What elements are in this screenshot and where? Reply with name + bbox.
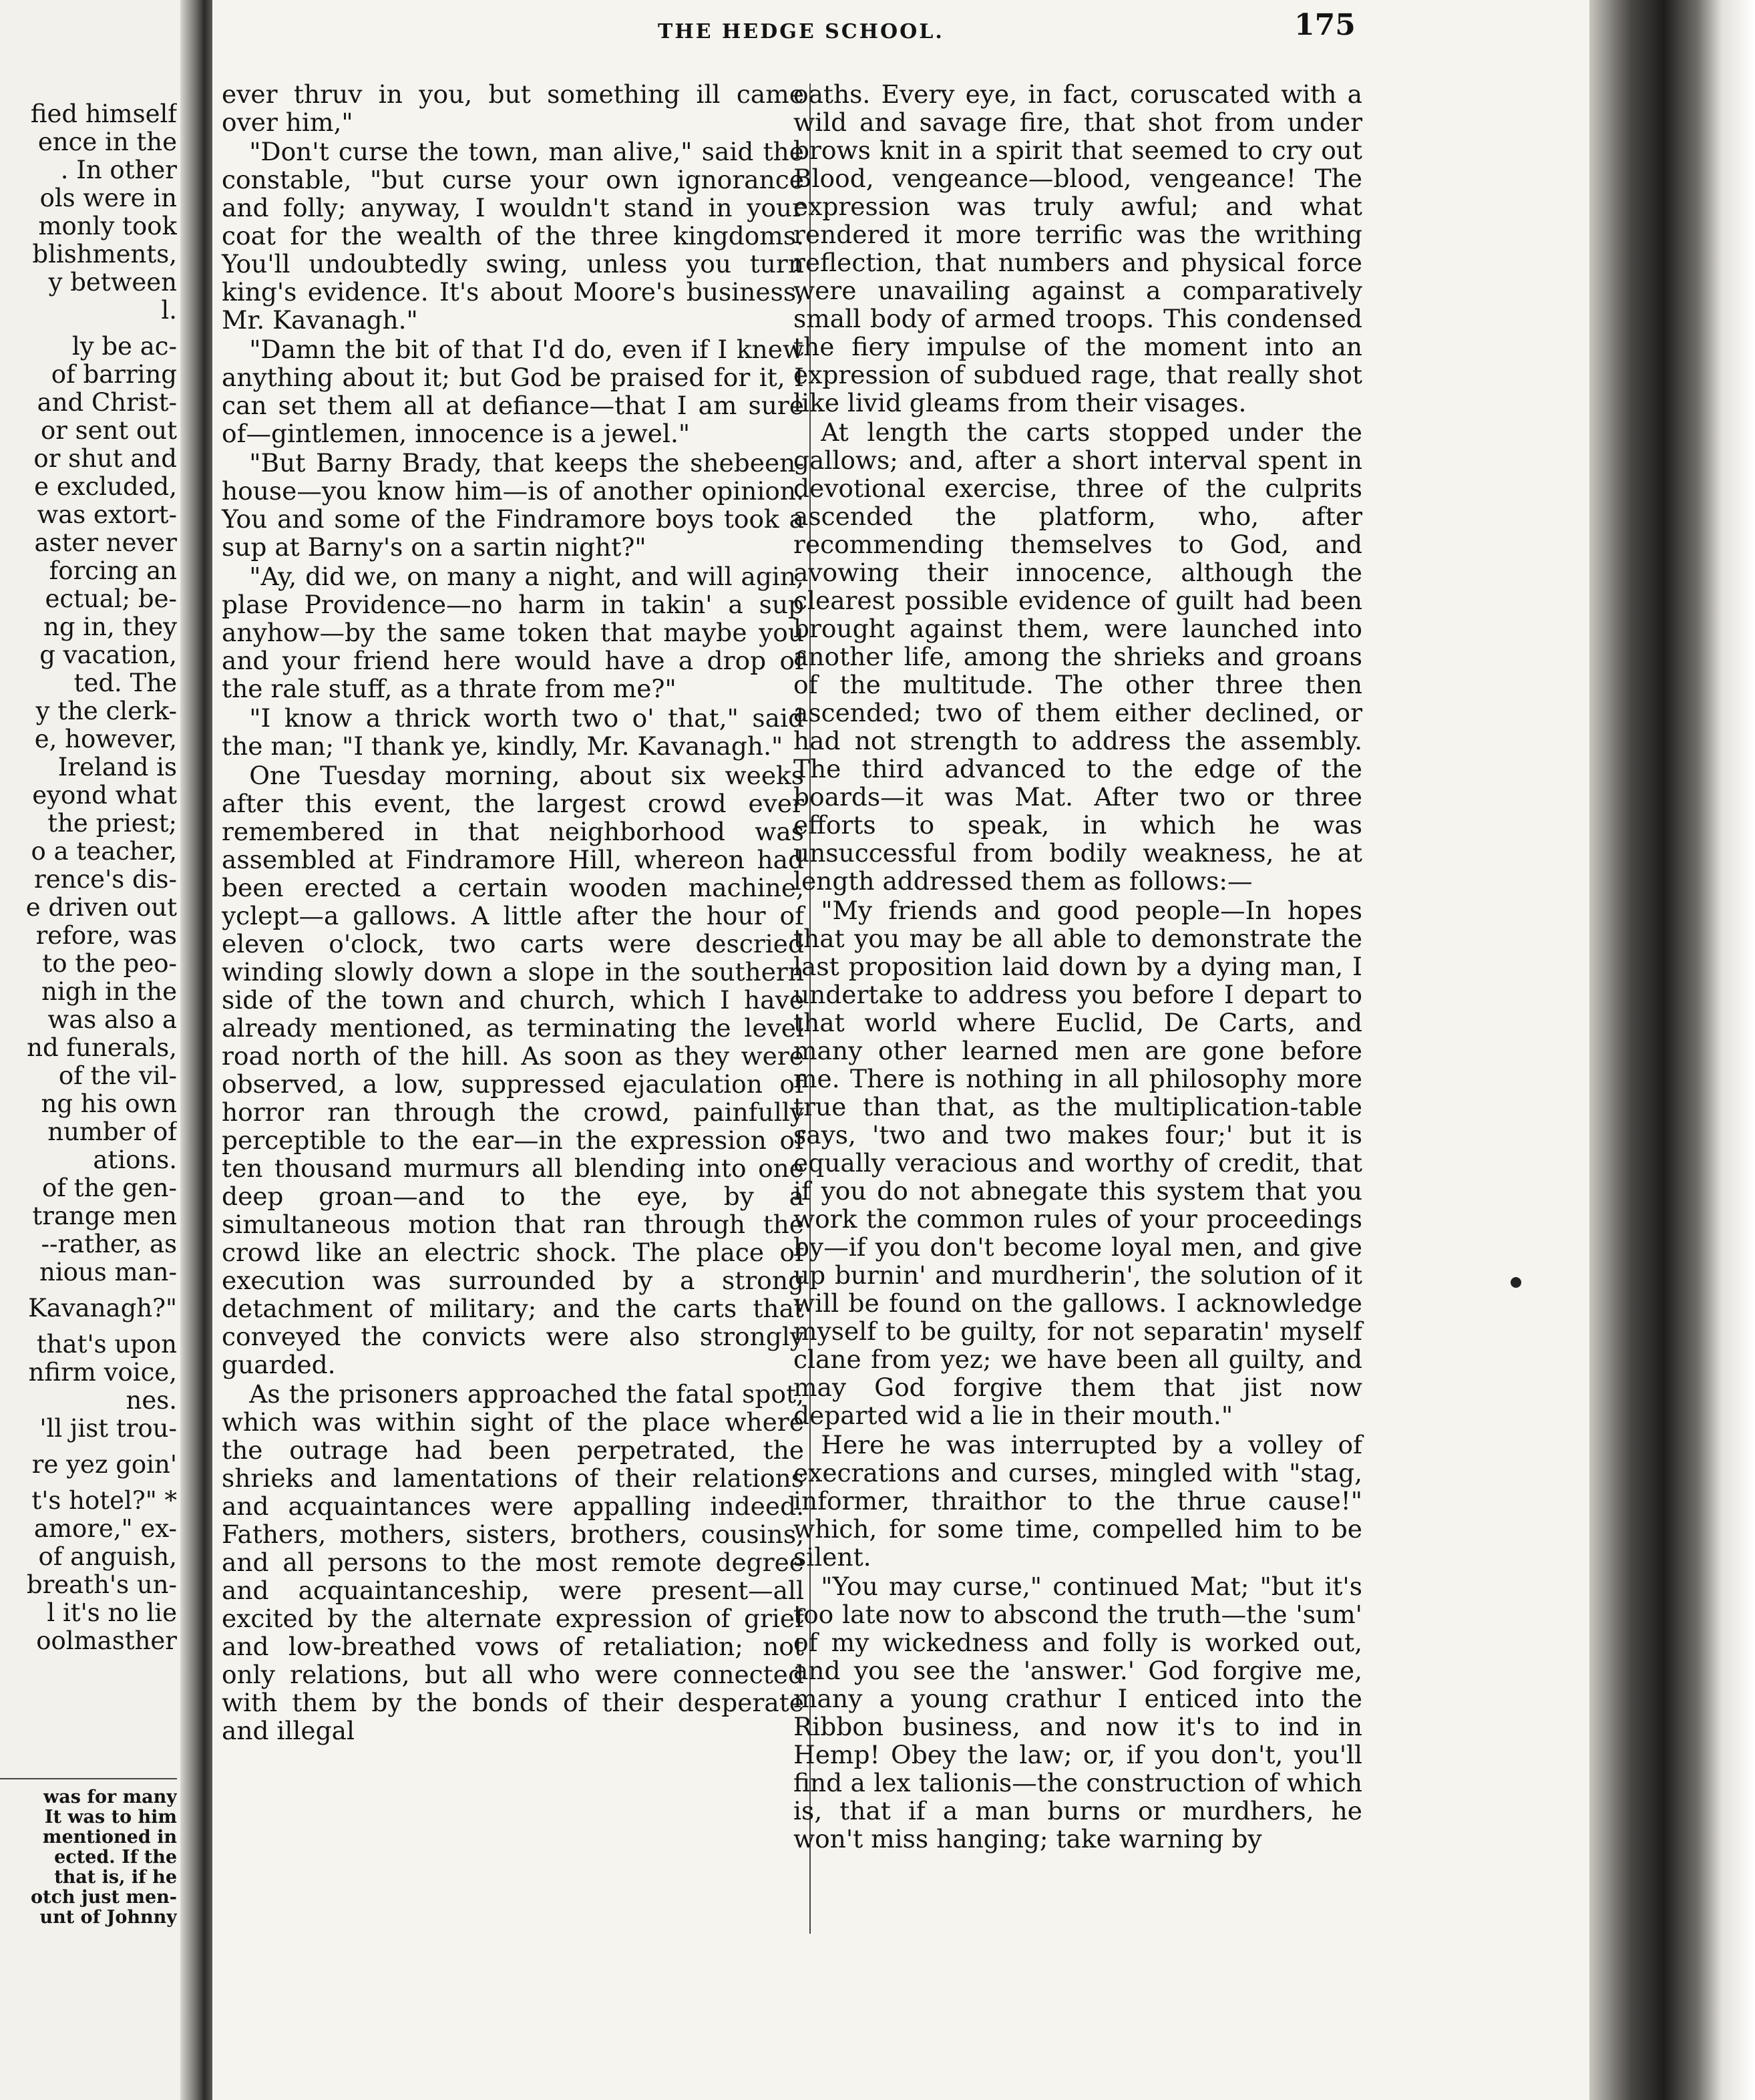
footnote-fragment-line: unt of Johnny bbox=[39, 1908, 177, 1928]
text-fragment-line: ly be ac- bbox=[71, 333, 177, 361]
text-fragment-line bbox=[0, 1443, 177, 1451]
page-number: 175 bbox=[1294, 8, 1356, 42]
text-fragment-line: nigh in the bbox=[41, 978, 177, 1006]
text-fragment-line: nfirm voice, bbox=[28, 1359, 177, 1387]
text-fragment-line: of the vil- bbox=[58, 1062, 177, 1090]
paragraph: oaths. Every eye, in fact, coruscated with a wild and savage fire, that shot from under brows knit in a spirit that seemed to cry out Blood, vengeance—blood, vengeance! The expression was truly awful; and what rendered it more terrific was the writhing reflection, that numbers and physical force were unavailing against a comparatively small body of armed troops. This condensed the fiery impulse of the moment into an expression of subdued rage, that really shot like livid gleams from their visages. bbox=[793, 79, 1362, 417]
text-fragment-line: 'll jist trou- bbox=[39, 1415, 177, 1443]
facing-page bbox=[0, 0, 194, 2100]
ink-spot bbox=[1511, 1277, 1521, 1288]
text-fragment-line: to the peo- bbox=[42, 950, 177, 978]
paragraph: "Damn the bit of that I'd do, even if I knew anything about it; but God be praised for it, I can set them all at defiance—that I am sure of—gintlemen, innocence is a jewel." bbox=[222, 335, 804, 448]
text-fragment-line: of barring bbox=[51, 361, 177, 389]
text-fragment-line: --rather, as bbox=[41, 1230, 177, 1258]
text-fragment-line bbox=[0, 1323, 177, 1331]
text-fragment-line: ations. bbox=[93, 1146, 177, 1174]
paragraph: "Ay, did we, on many a night, and will agin, plase Providence—no harm in takin' a sup anyhow—by the same token that maybe you and your friend here would have a drop of the rale stuff, as a thrate from me?" bbox=[222, 562, 804, 703]
text-fragment-line: the priest; bbox=[47, 810, 177, 838]
paragraph: One Tuesday morning, about six weeks after this event, the largest crowd ever remembered in that neighborhood was assembled at Findramore Hill, whereon had been erected a certain wooden machine, yclept—a gallows. A little after the hour of eleven o'clock, two carts were descried winding slowly down a slope in the southern side of the town and church, which I have already mentioned, as terminating the level road north of the hill. As soon as they were observed, a low, suppressed ejaculation of horror ran through the crowd, painfully perceptible to the ear—in the expression of ten thousand murmurs all blending into one deep groan—and to the eye, by a simultaneous motion that ran through the crowd like an electric shock. The place of execution was surrounded by a strong detachment of military; and the carts that conveyed the convicts were also strongly guarded. bbox=[222, 761, 804, 1379]
footnote-fragment-line: ected. If the bbox=[54, 1848, 177, 1868]
text-fragment-line: monly took bbox=[38, 212, 177, 240]
text-fragment-line: of anguish, bbox=[38, 1543, 177, 1571]
text-fragment-line: rence's dis- bbox=[34, 866, 177, 894]
footnote-fragment-line: was for many bbox=[43, 1787, 177, 1807]
footnote-fragment-line: It was to him bbox=[44, 1807, 177, 1827]
running-head: THE HEDGE SCHOOL. bbox=[658, 20, 944, 43]
text-fragment-line bbox=[0, 1479, 177, 1487]
text-fragment-line: oolmasther bbox=[36, 1627, 177, 1655]
text-fragment-line: ted. The bbox=[73, 669, 177, 697]
text-fragment-line: re yez goin' bbox=[31, 1451, 177, 1479]
facing-page-text-fragments bbox=[0, 100, 177, 1655]
text-fragment-line: eyond what bbox=[32, 781, 177, 810]
text-fragment-line: refore, was bbox=[35, 922, 177, 950]
paragraph: As the prisoners approached the fatal spot, which was within sight of the place where the outrage had been perpetrated, the shrieks and lamentations of their relations and acquaintances were appalling indeed. Fathers, mothers, sisters, brothers, cousins, and all persons to the most remote degree and acquaintanceship, were present—all excited by the alternate expression of grief and low-breathed vows of retaliation; not only relations, but all who were connected with them by the bonds of their desperate and illegal bbox=[222, 1379, 804, 1745]
text-fragment-line: forcing an bbox=[49, 557, 177, 585]
text-fragment-line: nious man- bbox=[39, 1258, 177, 1286]
text-fragment-line: and Christ- bbox=[37, 389, 177, 417]
text-fragment-line bbox=[0, 325, 177, 333]
paragraph: Here he was interrupted by a volley of execrations and curses, mingled with "stag, informer, thraithor to the thrue cause!" which, for some time, compelled him to be silent. bbox=[793, 1430, 1362, 1572]
text-fragment-line: ectual; be- bbox=[45, 585, 177, 613]
text-fragment-line: aster never bbox=[34, 529, 177, 557]
text-fragment-line: o a teacher, bbox=[31, 838, 177, 866]
text-fragment-line: breath's un- bbox=[26, 1571, 177, 1599]
text-fragment-line: e driven out bbox=[25, 894, 177, 922]
text-fragment-line: e excluded, bbox=[34, 473, 177, 501]
text-fragment-line: l. bbox=[161, 297, 177, 325]
text-fragment-line: Kavanagh?" bbox=[28, 1294, 177, 1323]
text-fragment-line: blishments, bbox=[32, 240, 177, 269]
paragraph: "My friends and good people—In hopes that you may be all able to demonstrate the last proposition laid down by a dying man, I undertake to address you before I depart to that world where Euclid, De Carts, and many other learned men are gone before me. There is nothing in all philosophy more true than that, as the multiplication-table says, 'two and two makes four;' but it is equally veracious and worthy of credit, that if you do not abnegate this system that you work the common rules of your proceedings by—if you don't become loyal men, and give up burnin' and murdherin', the solution of it will be found on the gallows. I acknowledge myself to be guilty, for not separatin' myself clane from yez; we have been all guilty, and may God forgive them that jist now departed wid a lie in their mouth." bbox=[793, 896, 1362, 1430]
text-fragment-line: ng in, they bbox=[43, 613, 177, 641]
paragraph: ever thruv in you, but something ill came over him," bbox=[222, 79, 804, 137]
text-fragment-line: or shut and bbox=[33, 445, 177, 473]
text-fragment-line: Ireland is bbox=[57, 753, 177, 781]
facing-page-footnote bbox=[0, 1778, 177, 1928]
text-fragment-line: e, however, bbox=[34, 725, 177, 753]
text-fragment-line: t's hotel?" * bbox=[31, 1487, 177, 1515]
text-column-left bbox=[222, 80, 804, 1745]
text-fragment-line: of the gen- bbox=[41, 1174, 177, 1202]
paragraph: "You may curse," continued Mat; "but it's too late now to abscond the truth—the 'sum' of my wickedness and folly is worked out, and you see the 'answer.' God forgive me, many a young crathur I enticed into the Ribbon business, and now it's to ind in Hemp! Obey the law; or, if you don't, you'll find a lex talionis—the construction of which is, that if a man burns or murdhers, he won't miss hanging; take warning by bbox=[793, 1572, 1362, 1854]
text-fragment-line: number of bbox=[47, 1118, 177, 1146]
text-fragment-line: nes. bbox=[126, 1387, 177, 1415]
text-fragment-line: was also a bbox=[47, 1006, 177, 1034]
text-fragment-line: y the clerk- bbox=[35, 697, 177, 725]
text-fragment-line bbox=[0, 1286, 177, 1294]
text-fragment-line: trange men bbox=[32, 1202, 177, 1230]
text-column-right bbox=[793, 80, 1362, 1853]
text-fragment-line: was extort- bbox=[37, 501, 177, 529]
text-fragment-line: g vacation, bbox=[39, 641, 177, 669]
text-fragment-line: nd funerals, bbox=[27, 1034, 177, 1062]
text-fragment-line: or sent out bbox=[40, 417, 177, 445]
paragraph: "Don't curse the town, man alive," said the constable, "but curse your own ignorance and folly; anyway, I wouldn't stand in your coat for the wealth of the three kingdoms. You'll undoubtedly swing, unless you turn king's evidence. It's about Moore's business, Mr. Kavanagh." bbox=[222, 137, 804, 335]
text-fragment-line: ols were in bbox=[39, 184, 177, 212]
text-fragment-line: ng his own bbox=[41, 1090, 177, 1118]
text-fragment-line: fied himself bbox=[30, 100, 177, 128]
paragraph: "But Barny Brady, that keeps the shebeen-house—you know him—is of another opinion. You and some of the Findramore boys took a sup at Barny's on a sartin night?" bbox=[222, 448, 804, 562]
footnote-fragment-line: that is, if he bbox=[54, 1868, 177, 1888]
text-fragment-line: ence in the bbox=[37, 128, 177, 156]
page-edge-shadow bbox=[1589, 0, 1755, 2100]
paragraph: "I know a thrick worth two o' that," said the man; "I thank ye, kindly, Mr. Kavanagh." bbox=[222, 703, 804, 761]
text-fragment-line: l it's no lie bbox=[47, 1599, 177, 1627]
text-fragment-line: . In other bbox=[60, 156, 177, 184]
text-fragment-line: amore," ex- bbox=[33, 1515, 177, 1543]
text-fragment-line: that's upon bbox=[36, 1331, 177, 1359]
footnote-fragment-line: mentioned in bbox=[42, 1827, 177, 1848]
text-fragment-line: y between bbox=[48, 269, 177, 297]
footnote-fragment-line: otch just men- bbox=[30, 1888, 177, 1908]
paragraph: At length the carts stopped under the gallows; and, after a short interval spent in devotional exercise, three of the culprits ascended the platform, who, after recommending themselves to God, and avowing their innocence, although the clearest possible evidence of guilt had been brought against them, were launched into another life, among the shrieks and groans of the multitude. The other three then ascended; two of them either declined, or had not strength to address the assembly. The third advanced to the edge of the boards—it was Mat. After two or three efforts to speak, in which he was unsuccessful from bodily weakness, he at length addressed them as follows:— bbox=[793, 417, 1362, 896]
